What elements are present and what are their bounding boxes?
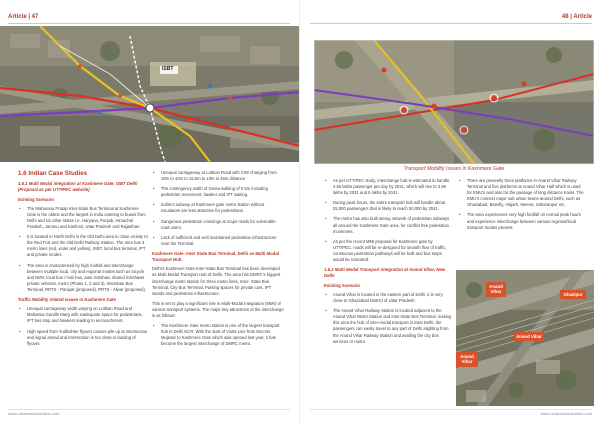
hub-paragraph: This is set to play a significant role in Multi-Modal Integration (MMI) of various transport systems. The major key attractions of the interchange is as follows: xyxy=(152,300,284,319)
right-header-rule xyxy=(310,23,592,24)
hub-paragraph: Delhi's Kashmere Gate Inter-State Bus Terminal has been developed as Multi Modal Transport Hub of Delhi. The area has DMRC's biggest interchange metro station for three metro lines, Inter- State Bus Terminal, City Bus Terminal, Parking spaces for private cars, IPT stands and pedestrian infrastructure. xyxy=(152,266,281,296)
list-item: • It is located in North Delhi in the Old Delhi area in close vicinity to the Red Fort and the Old Delhi Railway Station. The area has 3 metro lines (red, violet and yellow), ISBT, local bus terminal, IPT and private modes. xyxy=(18,234,148,258)
right-footer-rule xyxy=(310,409,592,410)
left-column-2 xyxy=(152,170,284,352)
list-item: • High speed from Yudhishter flyover causes pile up at intersection and signal ahead and intersection is too close to landing of flyover. xyxy=(18,329,148,347)
kashmere-gate-aerial-map xyxy=(0,26,300,162)
anand-vihar-tag: Anand Vihar xyxy=(456,352,478,367)
left-footer-rule xyxy=(8,409,290,410)
transport-mobility-issues-figure xyxy=(314,40,594,164)
list-item: • The Kashmere Gate metro station is one of the largest transport hub in Delhi NCR. With the start of Violet Line from Escorts Mujesar to Kashmere Gate which was opened last year, it has become the largest interchange of DMRC metro. xyxy=(152,323,284,347)
traffic-issues-title: Traffic Mobility related issues in Kashmere Gate xyxy=(18,297,116,303)
list-item: • As per the recent MMI proposal for Kashmere gate by UTTIPEC, roads will be re-designed for smooth flow of traffic, continuous pedestrian pathways will be built and bus stops would be relocated. xyxy=(324,239,452,263)
list-item: • During peak hours, the entire transport hub will handle about 25,000 passengers that is likely to reach 50,000 by 2041. xyxy=(324,200,452,212)
left-header-rule xyxy=(8,23,290,24)
list-item: • The contingency width of Geeta walking of 0.5m including pedestrian movement, hawker and IPT waiting. xyxy=(152,186,284,198)
anand-vihar-aerial-photo xyxy=(456,270,594,406)
right-page xyxy=(300,0,600,424)
right-column-1 xyxy=(324,178,452,349)
list-item: • The Maharana Pratap Inter-State Bus Terminal at Kashmere Gate is the oldest and the largest in India catering to buses from Delhi and six other states i.e. Haryana, Punjab, Himachal Pradesh, Jammu and Kashmir, Uttar Pradesh and Rajasthan. xyxy=(18,206,148,230)
list-item: • The area is characterised by high footfall and interchange between multiple local, city and regional modes such as bicycle and NMV, local bus / mini bus, auto rickshaw, shared rickshaws private vehicles, metro (Phase 1, 2 and 3), Interstate Bus Terminal, RRTS - Panipat (proposed), RRTS - Alwar (proposed). xyxy=(18,263,148,293)
anand-vihar-tag: Anand Vihar xyxy=(514,332,544,341)
existing-scenario-title: Existing Scenario xyxy=(324,282,361,288)
list-item: • Unequal carriageway width varying on Lothian Road and Mahatma Gandhi Marg with inadequate space for pedestrians, IPT bus stop and hawkers leading to encroachment. xyxy=(18,306,148,324)
left-page-header: Article | 47 xyxy=(8,14,39,20)
left-footer-url: www.urbanvisionsonline.com xyxy=(8,411,60,416)
anand-vihar-tag: Anand Vihar xyxy=(486,282,506,297)
list-item: • Indirect subway at Kashmere gate metro station without escalators are less attractive for pedestrians. xyxy=(152,202,284,214)
anand-vihar-platforms-list xyxy=(458,178,584,231)
anand-vihar-subsection-title: 1.6.2 Multi Modal Transport integration at Anand Vihar, New Delhi xyxy=(324,267,446,278)
right-page-header: 48 | Article xyxy=(561,14,592,20)
isbt-map-label: ISBT xyxy=(162,66,174,72)
right-footer-url: www.urbanvisionsonline.com xyxy=(540,411,592,416)
list-item: • Anand Vihar is located in the eastern part of Delhi, it is very close to Ghaziabad District of Uttar Pradesh. xyxy=(324,292,452,304)
list-item: • The area experiences very high footfall on normal peak hours and experience interchange between various regional/local transport modes present. xyxy=(458,212,584,230)
hub-attractions-list xyxy=(152,323,284,347)
ghazipur-tag: Ghazipur xyxy=(560,290,586,299)
list-item: • The metro has also built strong network of pedestrian subways all around the Kashmere Gate area, for conflict free pedestrian movement. xyxy=(324,216,452,234)
list-item: • There are presently three platforms in Anand Vihar Railway Terminal and five platforms at Anand Vihar Halt which is used for EMU's and also for the passage of long distance trains. The EMU's connect major sub urban towns around Delhi, such as Ghaziabad, Bareilly, Aligarh, Meerut, Saharanpur etc. xyxy=(458,178,584,208)
hub-title: Kashmere Gate- Inter State Bus Terminal, Delhi as Multi Modal Transport Hub: xyxy=(152,250,279,263)
existing-scenario-title: Existing Scenario xyxy=(18,196,55,202)
section-title: 1.6 Indian Case Studies xyxy=(18,170,88,177)
right-column-2 xyxy=(458,178,584,235)
list-item: • Lack of sufficient and well maintained pedestrian infrastructure near the Terminal. xyxy=(152,235,284,247)
anand-vihar-scenario-list xyxy=(324,292,452,345)
traffic-issues-list-continued xyxy=(152,170,284,247)
list-item: • As per UTTIPEC study, interchange hub is estimated to handle 2.56 lakhs passenger per day by 2021, which will rise to 3.96 lakhs by 2031 and 5 lakhs by 2041. xyxy=(324,178,452,196)
existing-scenario-list xyxy=(18,206,148,293)
left-column-1 xyxy=(18,170,148,351)
subsection-title: 1.6.1 Multi Modal integration at Kashmere Gate, ISBT Delhi (Proposal as per UTTIPEC website) xyxy=(18,180,138,192)
list-item: • Dangerous pedestrian crossings at major roads for vulnerable road users. xyxy=(152,219,284,231)
list-item: • Unequal carriageway at Lothian Road with C/W changing from 19m to 43m to 15.5m to 10m in 45m distance xyxy=(152,170,284,182)
hub-statistics-list xyxy=(324,178,452,263)
traffic-issues-list xyxy=(18,306,148,347)
list-item: • The Anand Vihar Railway Station is located adjacent to the Anand Vihar Metro Station and Inter-state Bus Terminal, making this area the hub of inter-modal transport in East Delhi; the passengers can easily travel to any part of Delhi alighting from the Anand Vihar Railway Station and availing the city bus services or metro. xyxy=(324,308,452,345)
figure-caption: Transport Mobility Issues in Kashmere Gate xyxy=(403,166,505,172)
